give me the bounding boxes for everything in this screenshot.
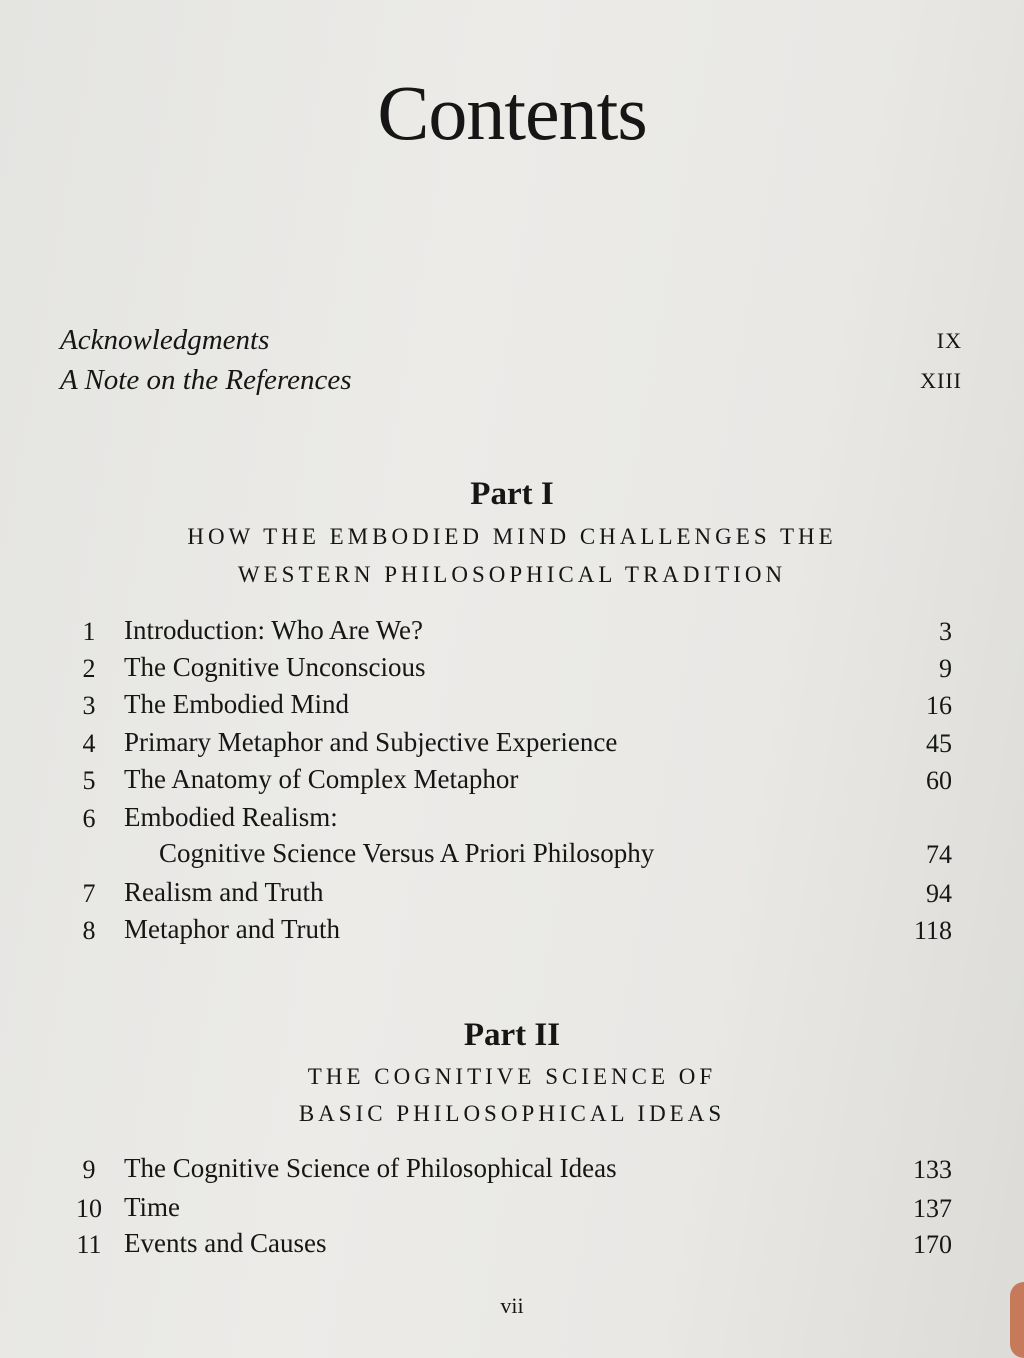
chapter-page: 133 [913, 1155, 952, 1184]
chapter-row [72, 652, 952, 688]
chapter-title: Realism and Truth [124, 877, 324, 907]
chapter-title: Time [124, 1192, 181, 1222]
chapter-row [72, 1153, 952, 1189]
chapter-page: 118 [913, 916, 952, 945]
part-subtitle-line: WESTERN PHILOSOPHICAL TRADITION [237, 562, 787, 587]
front-matter-title: Acknowledgments [60, 324, 270, 356]
chapter-page: 3 [939, 617, 952, 646]
front-matter-row [60, 324, 962, 360]
chapter-page: 170 [913, 1230, 952, 1259]
chapter-row [72, 1228, 952, 1264]
chapter-number: 2 [82, 654, 96, 683]
chapter-page: 137 [913, 1194, 952, 1223]
chapter-page: 16 [926, 691, 952, 720]
chapter-title: Metaphor and Truth [124, 914, 340, 944]
front-matter-title: A Note on the References [60, 364, 352, 396]
chapter-title: The Cognitive Unconscious [124, 652, 426, 682]
chapter-number: 7 [82, 879, 96, 908]
chapter-row [72, 802, 952, 838]
thumb-edge [1010, 1282, 1024, 1358]
chapter-number: 6 [82, 804, 96, 833]
front-matter-page: XIII [920, 368, 962, 393]
chapter-number: 5 [82, 766, 96, 795]
part-subtitle-line: THE COGNITIVE SCIENCE OF [307, 1064, 717, 1089]
chapter-title: Embodied Realism: [124, 802, 338, 832]
chapter-number: 8 [82, 916, 96, 945]
chapter-number: 11 [76, 1230, 102, 1259]
chapter-row [72, 689, 952, 725]
chapter-title: The Cognitive Science of Philosophical Ideas [124, 1153, 617, 1183]
part-subtitle-line: HOW THE EMBODIED MIND CHALLENGES THE [187, 524, 837, 549]
chapter-title: Introduction: Who Are We? [124, 615, 424, 645]
chapter-page: 45 [926, 729, 952, 758]
chapter-number: 10 [76, 1194, 102, 1223]
part-label: Part I [470, 476, 554, 512]
chapter-number: 9 [82, 1155, 96, 1184]
front-matter-row [60, 364, 962, 400]
chapter-title-continuation: Cognitive Science Versus A Priori Philosophy [159, 838, 655, 868]
front-matter-page: IX [936, 328, 962, 353]
chapter-row [72, 764, 952, 800]
chapter-number: 3 [82, 691, 96, 720]
chapter-page: 9 [939, 654, 952, 683]
chapter-row [72, 877, 952, 913]
chapter-page: 60 [926, 766, 952, 795]
page-number: vii [500, 1293, 524, 1318]
chapter-row-continuation [72, 838, 952, 874]
chapter-title: Primary Metaphor and Subjective Experience [124, 727, 618, 757]
part-subtitle-line: BASIC PHILOSOPHICAL IDEAS [298, 1101, 726, 1126]
chapter-row [72, 727, 952, 763]
chapter-title: The Anatomy of Complex Metaphor [124, 764, 519, 794]
chapter-row [72, 615, 952, 651]
part-label: Part II [463, 1017, 561, 1053]
chapter-row [72, 914, 952, 950]
chapter-page: 74 [926, 840, 952, 869]
chapter-title: The Embodied Mind [124, 689, 349, 719]
page-title: Contents [377, 69, 647, 156]
chapter-number: 1 [82, 617, 96, 646]
chapter-row [72, 1192, 952, 1228]
chapter-number: 4 [82, 729, 96, 758]
chapter-title: Events and Causes [124, 1228, 327, 1258]
chapter-page: 94 [926, 879, 952, 908]
